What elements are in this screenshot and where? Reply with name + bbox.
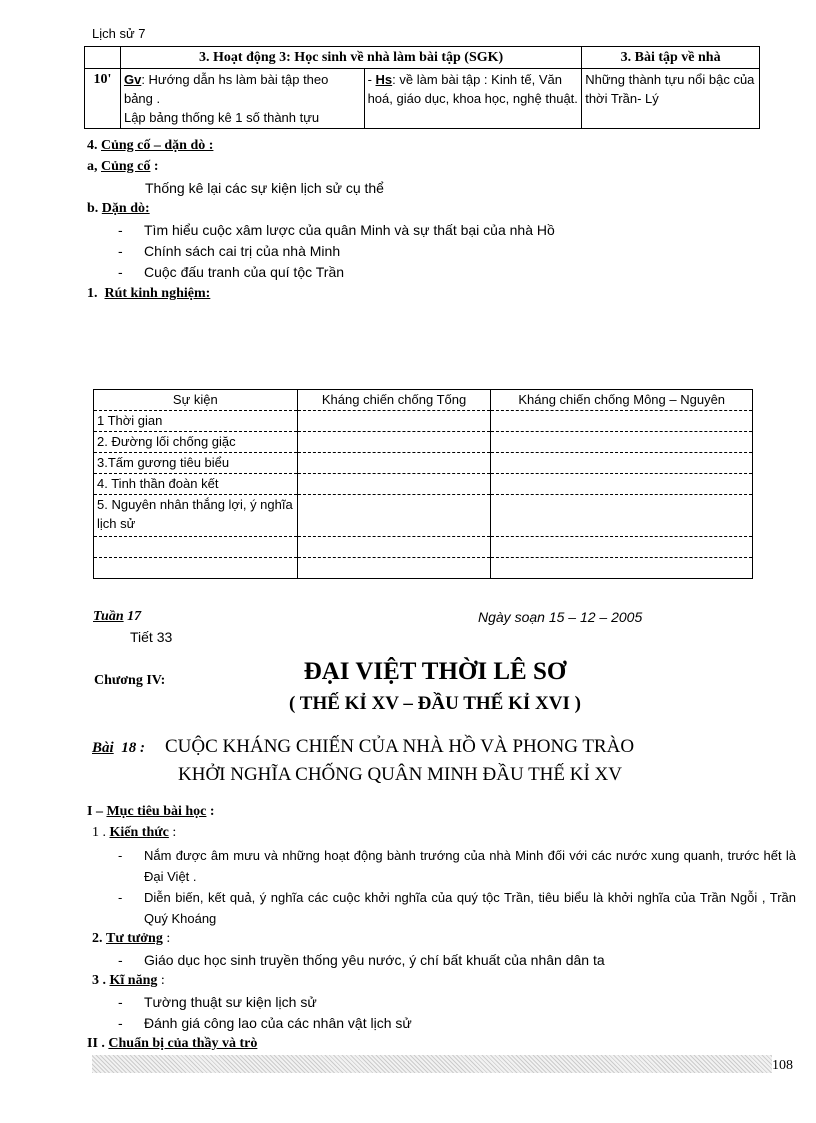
list-item: - Diễn biến, kết quả, ý nghĩa các cuộc khởi nghĩa của quý tộc Trần, tiêu biểu là khởi nghĩa của Trần Ngỗi , Trần Quý Khoáng xyxy=(118,890,796,926)
chapter-label: Chương IV: xyxy=(94,673,166,688)
table-header-cell: Sự kiện xyxy=(94,390,298,411)
experience-heading: 1. Rút kinh nghiệm: xyxy=(87,286,211,301)
list-item: - Chính sách cai trị của nhà Minh xyxy=(118,243,341,259)
table-row xyxy=(94,558,753,579)
table-row: 1 Thời gian xyxy=(94,411,753,432)
activity-heading: 3. Hoạt động 3: Học sinh về nhà làm bài tập (SGK) xyxy=(120,47,581,69)
date-prepared: Ngày soạn 15 – 12 – 2005 xyxy=(478,609,643,625)
preparation-heading: II . Chuẩn bị của thầy và trò xyxy=(87,1036,258,1051)
homework-heading-b: b. Dặn dò: xyxy=(87,201,150,216)
table-row: 3.Tấm gương tiêu biểu xyxy=(94,453,753,474)
page-number: 108 xyxy=(772,1058,793,1073)
student-cell: - Hs: về làm bài tập : Kinh tế, Văn hoá, giáo dục, khoa học, nghệ thuật. xyxy=(364,69,582,129)
lesson-label: Bài 18 : xyxy=(92,740,145,756)
table-header-cell: Kháng chiến chống Tống xyxy=(297,390,491,411)
comparison-table xyxy=(93,389,753,579)
list-item: - Giáo dục học sinh truyền thống yêu nước, ý chí bất khuất của nhân dân ta xyxy=(118,952,605,968)
knowledge-heading: 1 . Kiến thức : xyxy=(92,825,177,840)
consolidation-heading: a, Củng cố : xyxy=(87,159,159,174)
thought-heading: 2. Tư tưởng : xyxy=(92,931,171,946)
table-row: 2. Đường lối chống giặc xyxy=(94,432,753,453)
consolidation-text: Thống kê lại các sự kiện lịch sử cụ thể xyxy=(145,180,384,196)
homework-heading: 3. Bài tập về nhà xyxy=(582,47,760,69)
table-row xyxy=(94,537,753,558)
lesson-title-line1: CUỘC KHÁNG CHIẾN CỦA NHÀ HỒ VÀ PHONG TRÀO xyxy=(165,736,635,757)
table-header-row xyxy=(94,390,753,411)
header-subject: Lịch sử 7 xyxy=(92,26,146,41)
list-item: - Cuộc đấu tranh của quí tộc Trần xyxy=(118,264,345,280)
homework-cell: Những thành tựu nổi bậc của thời Trần- Lý xyxy=(582,69,760,129)
objectives-heading: I – Mục tiêu bài học : xyxy=(87,804,215,819)
chapter-title: ĐẠI VIỆT THỜI LÊ SƠ xyxy=(303,658,567,685)
table-header-cell: Kháng chiến chống Mông – Nguyên xyxy=(491,390,753,411)
list-item: - Đánh giá công lao của các nhân vật lịch sử xyxy=(118,1015,412,1031)
period-label: Tiết 33 xyxy=(130,629,173,645)
table-row: 4. Tinh thần đoàn kết xyxy=(94,474,753,495)
lesson-title-line2: KHỞI NGHĨA CHỐNG QUÂN MINH ĐẦU THẾ KỈ XV xyxy=(178,764,623,785)
time-cell: 10' xyxy=(85,69,121,129)
week-label: Tuần 17 xyxy=(93,609,142,624)
skills-heading: 3 . Kĩ năng : xyxy=(92,973,165,988)
section4-heading: 4. Củng cố – dặn dò : xyxy=(87,138,214,153)
list-item: - Nắm được âm mưu và những hoạt động bành trướng của nhà Minh đối với các nước xung quanh, trước hết là Đại Việt . xyxy=(118,848,796,884)
list-item: - Tường thuật sư kiện lịch sử xyxy=(118,994,317,1010)
table-row: 5. Nguyên nhân thắng lợi, ý nghĩa lịch sử xyxy=(94,495,753,537)
activity-table xyxy=(84,46,760,129)
chapter-subtitle: ( THẾ KỈ XV – ĐẦU THẾ KỈ XVI ) xyxy=(289,693,581,714)
list-item: - Tìm hiểu cuộc xâm lược của quân Minh và sự thất bại của nhà Hồ xyxy=(118,222,555,238)
teacher-cell: Gv: Hướng dẫn hs làm bài tập theo bảng . Lập bảng thống kê 1 số thành tựu xyxy=(120,69,364,129)
footer-bar xyxy=(92,1055,772,1073)
